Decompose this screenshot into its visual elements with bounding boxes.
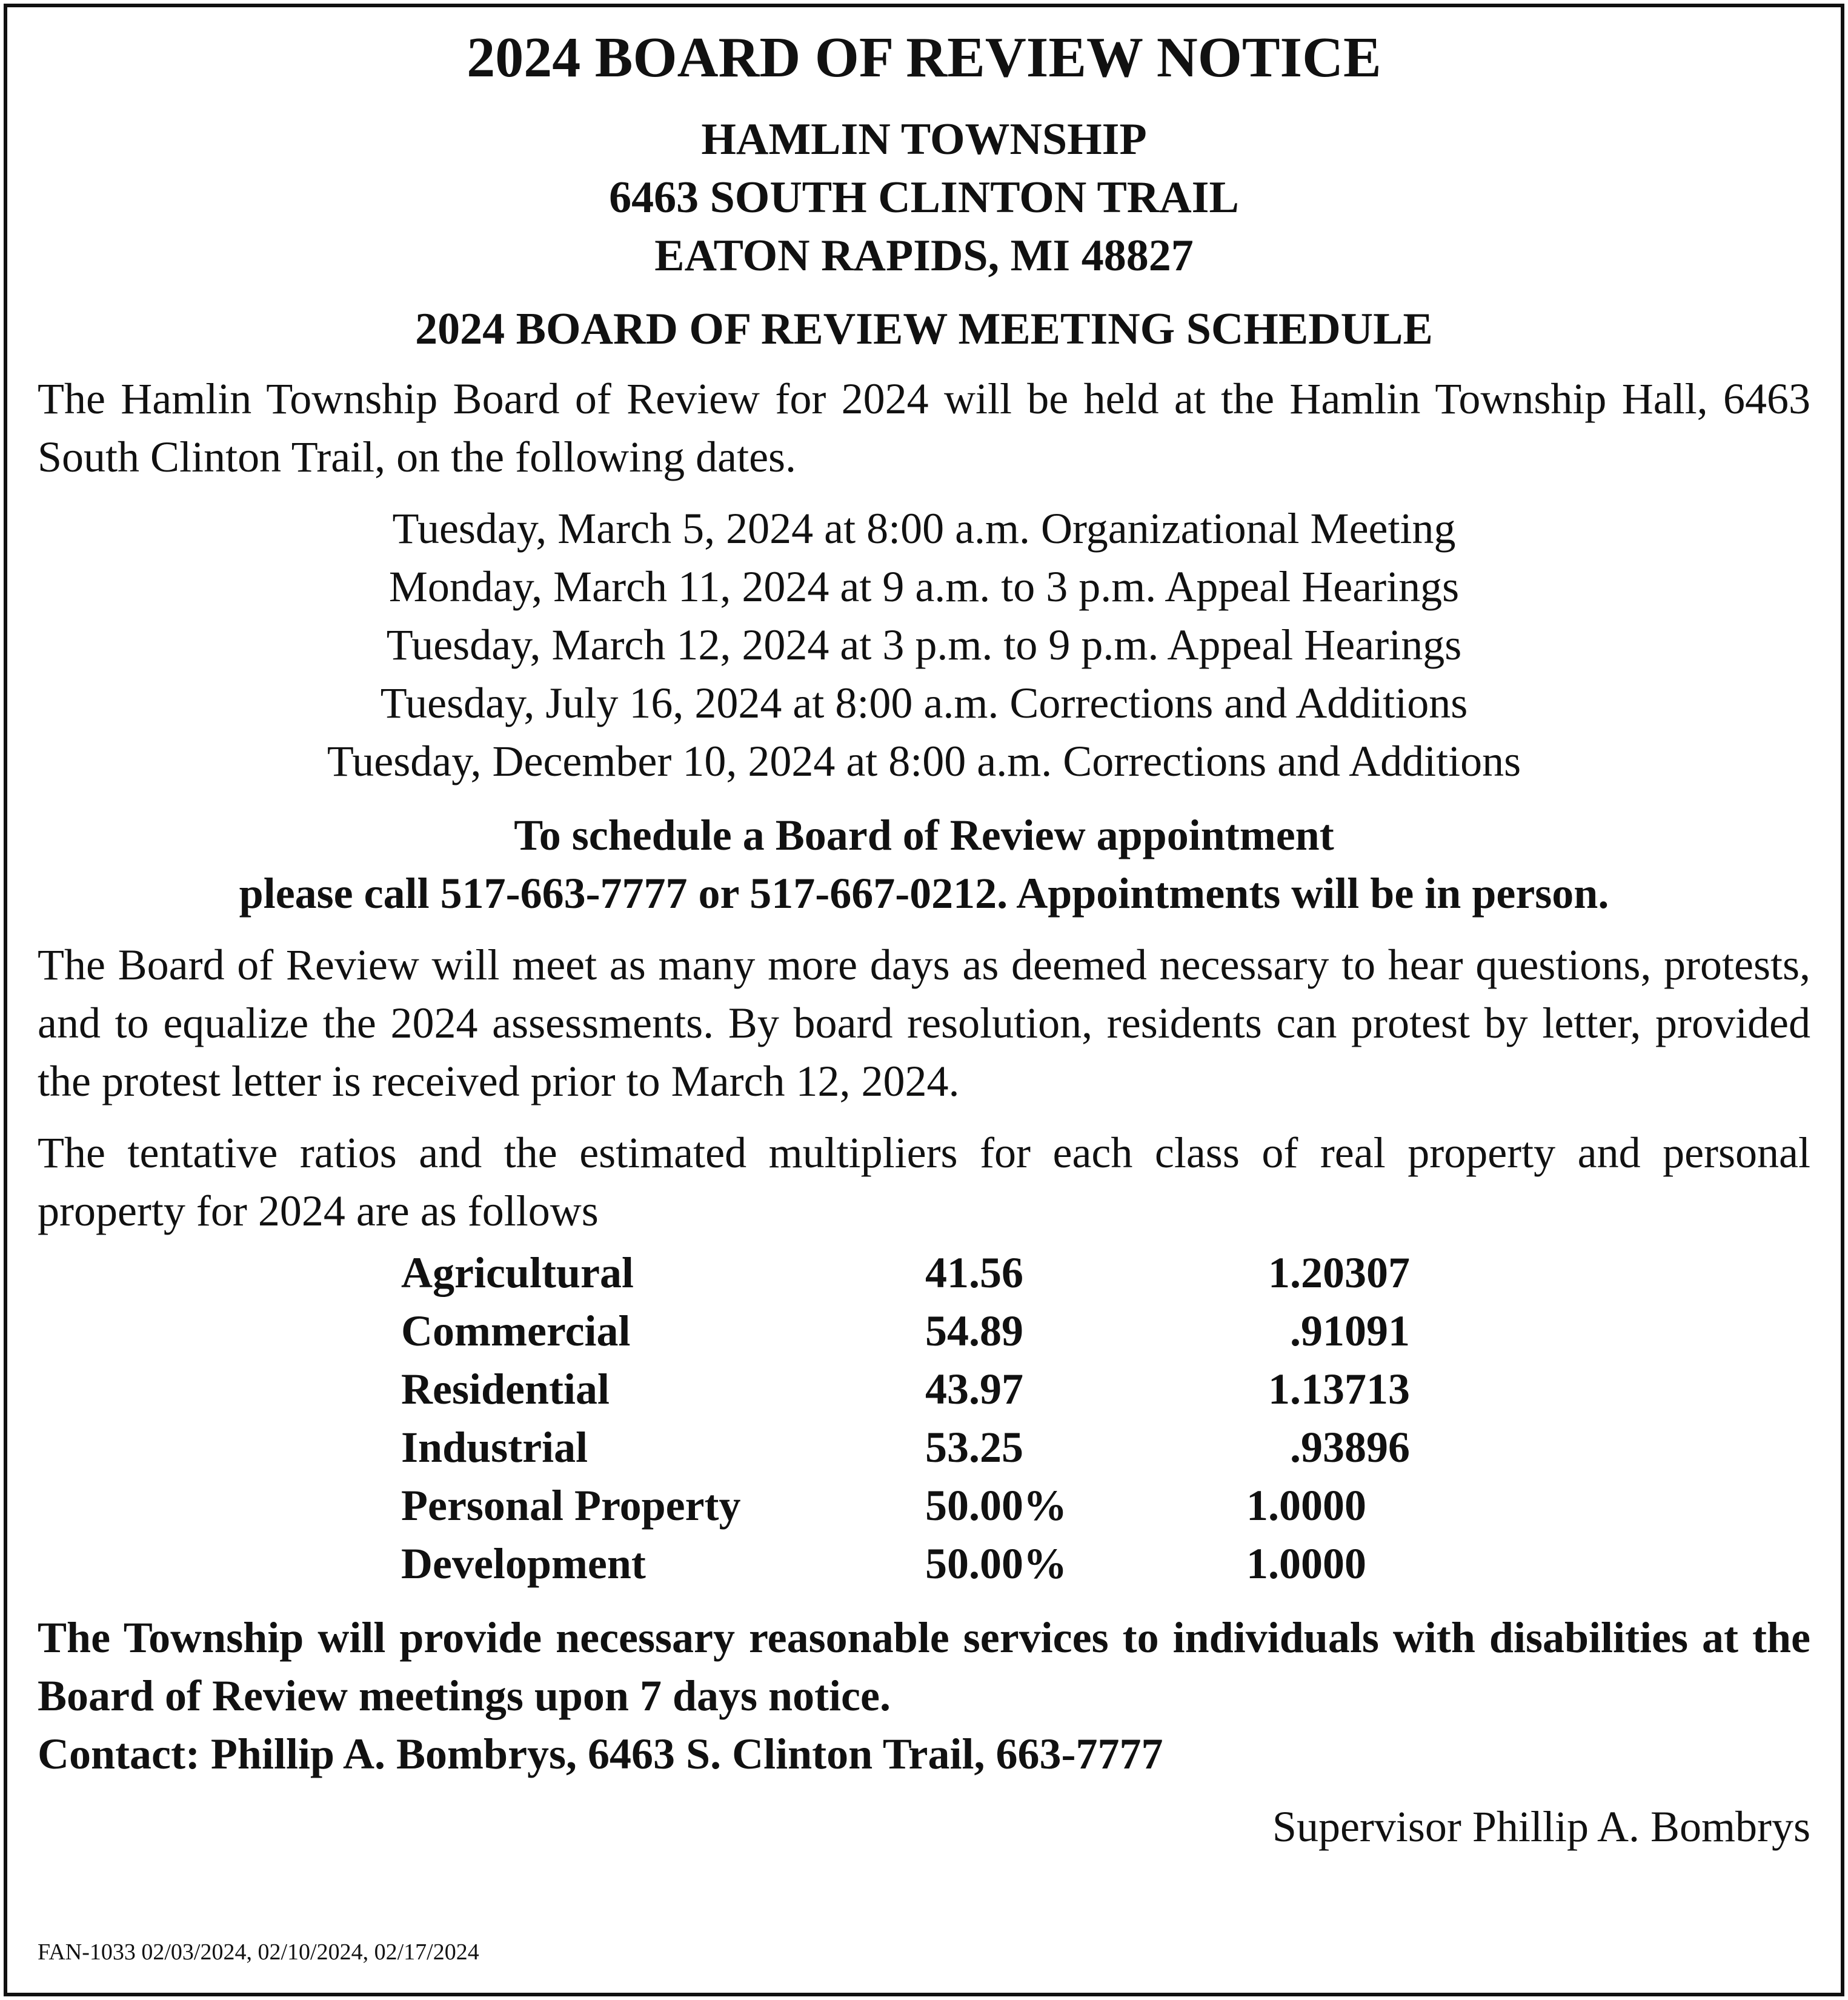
ratio-class: Personal Property (401, 1481, 741, 1530)
ratio-row (401, 1418, 1810, 1476)
ratio-class: Industrial (401, 1423, 588, 1472)
ratio-multiplier: .93896 (1290, 1423, 1410, 1472)
ratio-class: Residential (401, 1365, 610, 1413)
ratio-row (401, 1244, 1810, 1302)
township-street: 6463 SOUTH CLINTON TRAIL (609, 173, 1239, 222)
ratio-value: 43.97 (925, 1365, 1023, 1413)
meeting-item: Tuesday, March 12, 2024 at 3 p.m. to 9 p.m. Appeal Hearings (386, 621, 1462, 669)
disabilities-notice: The Township will provide necessary reasonable services to individuals with disabilities at the Board of Review meetings upon 7 days notice. (38, 1613, 1810, 1720)
intro-paragraph: The Hamlin Township Board of Review for 2024 will be held at the Hamlin Township Hall, 6463 South Clinton Trail, on the following dates. (38, 375, 1810, 481)
ratios-table (401, 1244, 1810, 1593)
notice-content (38, 7, 1810, 1993)
meeting-item: Tuesday, July 16, 2024 at 8:00 a.m. Corrections and Additions (380, 679, 1468, 727)
ratio-value: 41.56 (925, 1248, 1023, 1297)
protest-paragraph: The Board of Review will meet as many more days as deemed necessary to hear questions, protests, and to equalize the 2024 assessments. By board resolution, residents can protest by letter, provided the protest letter is received prior to March 12, 2024. (38, 941, 1810, 1105)
meeting-schedule (38, 499, 1810, 790)
ratio-multiplier: 1.20307 (1268, 1248, 1410, 1297)
schedule-heading: 2024 BOARD OF REVIEW MEETING SCHEDULE (415, 304, 1433, 354)
notice-title: 2024 BOARD OF REVIEW NOTICE (467, 26, 1381, 89)
ratio-row (401, 1360, 1810, 1418)
notice-border (4, 4, 1844, 1996)
meeting-item: Tuesday, March 5, 2024 at 8:00 a.m. Organizational Meeting (392, 504, 1456, 553)
township-city: EATON RAPIDS, MI 48827 (654, 231, 1194, 281)
ratio-value: 53.25 (925, 1423, 1023, 1472)
ratio-row (401, 1476, 1810, 1535)
meeting-item: Tuesday, December 10, 2024 at 8:00 a.m. Corrections and Additions (327, 737, 1521, 785)
ratio-class: Commercial (401, 1307, 631, 1355)
publication-footer: FAN-1033 02/03/2024, 02/10/2024, 02/17/2024 (38, 1939, 479, 1965)
ratio-multiplier: 1.0000 (1246, 1481, 1366, 1530)
ratio-row (401, 1535, 1810, 1593)
township-address (38, 110, 1810, 285)
supervisor-signature: Supervisor Phillip A. Bombrys (1272, 1802, 1810, 1851)
appointment-line: please call 517-663-7777 or 517-667-0212. Appointments will be in person. (239, 869, 1609, 918)
ratio-multiplier: 1.13713 (1268, 1365, 1410, 1413)
ratio-value: 54.89 (925, 1307, 1023, 1355)
ratio-multiplier: .91091 (1290, 1307, 1410, 1355)
ratio-class: Development (401, 1539, 646, 1588)
appointment-line: To schedule a Board of Review appointment (514, 811, 1334, 859)
ratio-multiplier: 1.0000 (1246, 1539, 1366, 1588)
ratio-value: 50.00% (925, 1539, 1067, 1588)
ratio-class: Agricultural (401, 1248, 634, 1297)
ratios-intro: The tentative ratios and the estimated multipliers for each class of real property and personal property for 2024 are as follows (38, 1128, 1810, 1235)
ratio-row (401, 1302, 1810, 1360)
contact-line: Contact: Phillip A. Bombrys, 6463 S. Clinton Trail, 663-7777 (38, 1730, 1163, 1778)
township-name: HAMLIN TOWNSHIP (701, 115, 1147, 164)
ratio-value: 50.00% (925, 1481, 1067, 1530)
appointment-info (38, 806, 1810, 922)
meeting-item: Monday, March 11, 2024 at 9 a.m. to 3 p.m. Appeal Hearings (388, 562, 1460, 611)
